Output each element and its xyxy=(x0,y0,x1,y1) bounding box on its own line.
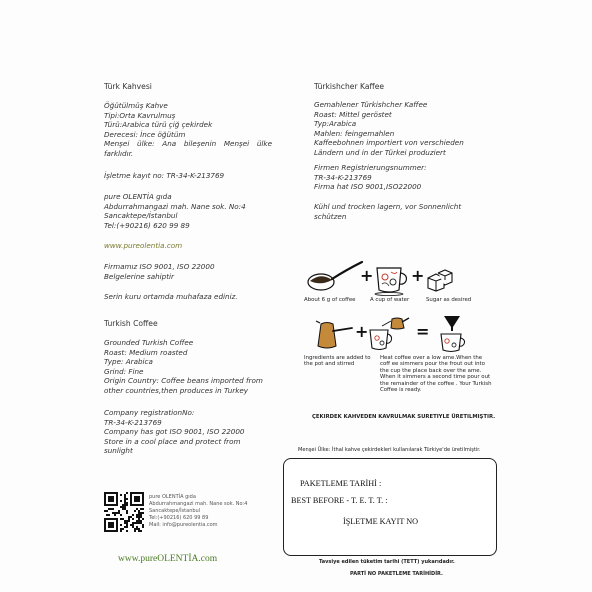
coffee-pot-icon xyxy=(314,318,354,352)
address-line: pure OLENTİA gıda xyxy=(104,192,172,201)
address-line: Tel:(+90216) 620 99 89 xyxy=(149,515,209,521)
storage-line: Kühl und trocken lagern, vor Sonnenlicht xyxy=(314,202,462,211)
equals-sign: = xyxy=(416,322,430,341)
registration-no-label: İŞLETME KAYIT NO xyxy=(343,517,419,526)
qr-code-icon xyxy=(104,492,144,532)
storage-line: schützen xyxy=(314,211,347,221)
reg-line: TR-34-K-213769 xyxy=(104,417,162,427)
de-spec-line: Roast: Mittel geröstet xyxy=(314,109,392,119)
cup-icon xyxy=(373,264,409,296)
en-registration xyxy=(104,408,245,456)
cert-line: Firmamız ISO 9001, ISO 22000 xyxy=(104,262,215,271)
parti-note: PARTİ NO PAKETLEME TARİHİDİR. xyxy=(350,571,443,577)
step-caption: Sugar as desired xyxy=(426,297,472,303)
pouring-icon xyxy=(366,316,410,352)
storage-line: Store in a cool place and protect from xyxy=(104,436,241,446)
roasted-statement: ÇEKIRDEK KAHVEDEN KAVRULMAK SURETIYLE ÜRETILMIŞTIR. xyxy=(312,414,496,420)
tr-spec-line: Tipi:Orta Kavrulmuş xyxy=(104,110,176,120)
en-spec-line: Grounded Turkish Coffee xyxy=(104,338,194,347)
footer-address xyxy=(149,494,247,529)
tr-registration: İşletme kayıt no: TR-34-K-213769 xyxy=(104,171,225,180)
sugar-cubes-icon xyxy=(426,268,454,292)
step-caption: Ingredients are added to the pot and stirred xyxy=(304,355,371,368)
de-registration xyxy=(314,163,427,192)
de-spec-line: Mahlen: feingemahlen xyxy=(314,128,395,138)
reg-line: Firma hat ISO 9001,ISO22000 xyxy=(314,182,422,192)
reg-line: TR-34-K-213769 xyxy=(314,172,372,182)
spoon-icon xyxy=(306,258,364,294)
origin-statement: Menşei Ülke: İthal kahve çekirdekleri kullanılarak Türkiye'de üretilmiştir. xyxy=(298,447,481,453)
address-line: Sancaktepe/İstanbul xyxy=(149,508,201,514)
tr-origin: Menşei ülke: Ana bileşenin Menşei ülke farklıdır. xyxy=(104,139,272,158)
de-storage xyxy=(314,202,461,221)
de-title: Türkishcher Kaffee xyxy=(314,82,385,91)
address-line: Abdurrahmangazi mah. Nane sok. No:4 xyxy=(104,201,246,211)
plus-sign: + xyxy=(411,266,425,285)
packaging-info-box xyxy=(283,458,497,556)
de-spec-line: Kaffeebohnen importiert von verschieden xyxy=(314,138,464,148)
plus-sign: + xyxy=(355,322,369,341)
en-title: Turkish Coffee xyxy=(104,319,158,328)
step-caption: About 6 g of coffee xyxy=(304,297,356,303)
de-spec-list xyxy=(314,100,464,158)
plus-sign: + xyxy=(360,266,374,285)
tr-spec-line: Derecesi: İnce öğütüm xyxy=(104,129,186,139)
step-caption: A cup of water xyxy=(370,297,410,303)
de-spec-line: Typ:Arabica xyxy=(314,119,357,129)
de-spec-line: Gemahlener Türkishcher Kaffee xyxy=(314,100,428,109)
address-line: Sancaktepe/İstanbul xyxy=(104,211,178,221)
tr-spec-line: Türü:Arabica türü çiğ çekirdek xyxy=(104,120,213,130)
tr-website: www.pureolentia.com xyxy=(104,241,183,250)
reg-line: Firmen Registrierungsnummer: xyxy=(314,163,427,172)
address-line: Tel:(+90216) 620 99 89 xyxy=(104,220,190,230)
de-spec-line: Ländern und in der Türkei produziert xyxy=(314,147,446,157)
reg-line: Company registrationNo: xyxy=(104,408,195,417)
tr-storage: Serin kuru ortamda muhafaza ediniz. xyxy=(104,292,238,301)
ready-coffee-icon xyxy=(436,314,468,354)
address-line: Mail: info@pureolentia.com xyxy=(149,522,218,528)
address-line: pure OLENTİA gıda xyxy=(149,494,196,500)
en-spec-line: Grind: Fine xyxy=(104,366,144,376)
tett-note: Tavsiye edilen tüketim tarihi (TETT) yukarıdadır. xyxy=(319,559,455,565)
tr-title: Türk Kahvesi xyxy=(104,82,152,91)
cert-line: Belgelerine sahiptir xyxy=(104,271,175,281)
packaging-date-label: PAKETLEME TARİHİ : xyxy=(300,479,382,488)
best-before-label: BEST BEFORE - T. E. T. T. : xyxy=(291,496,388,505)
en-spec-list xyxy=(104,338,276,396)
footer-website: www.pureOLENTİA.com xyxy=(118,554,218,564)
en-spec-line: Roast: Medium roasted xyxy=(104,347,188,357)
en-origin: Origin Country: Coffee beans imported from other countries,then produces in Turkey xyxy=(104,376,263,395)
tr-certification xyxy=(104,262,215,281)
storage-line: sunlight xyxy=(104,446,133,456)
tr-spec-list xyxy=(104,101,272,159)
en-spec-line: Type: Arabica xyxy=(104,357,153,367)
step-caption: Heat coffee over a low ame.When the coff ee simmers pour the frout out into the cup the place back over the ame. When it simmers a second time pour out the remainder of the coffee . Your Turkish Coffee is ready. xyxy=(380,355,492,394)
tr-spec-line: Öğütülmüş Kahve xyxy=(104,101,168,110)
cert-line: Company has got ISO 9001, ISO 22000 xyxy=(104,427,245,437)
address-line: Abdurrahmangazi mah. Nane sok. No:4 xyxy=(149,501,248,507)
tr-address xyxy=(104,192,246,230)
